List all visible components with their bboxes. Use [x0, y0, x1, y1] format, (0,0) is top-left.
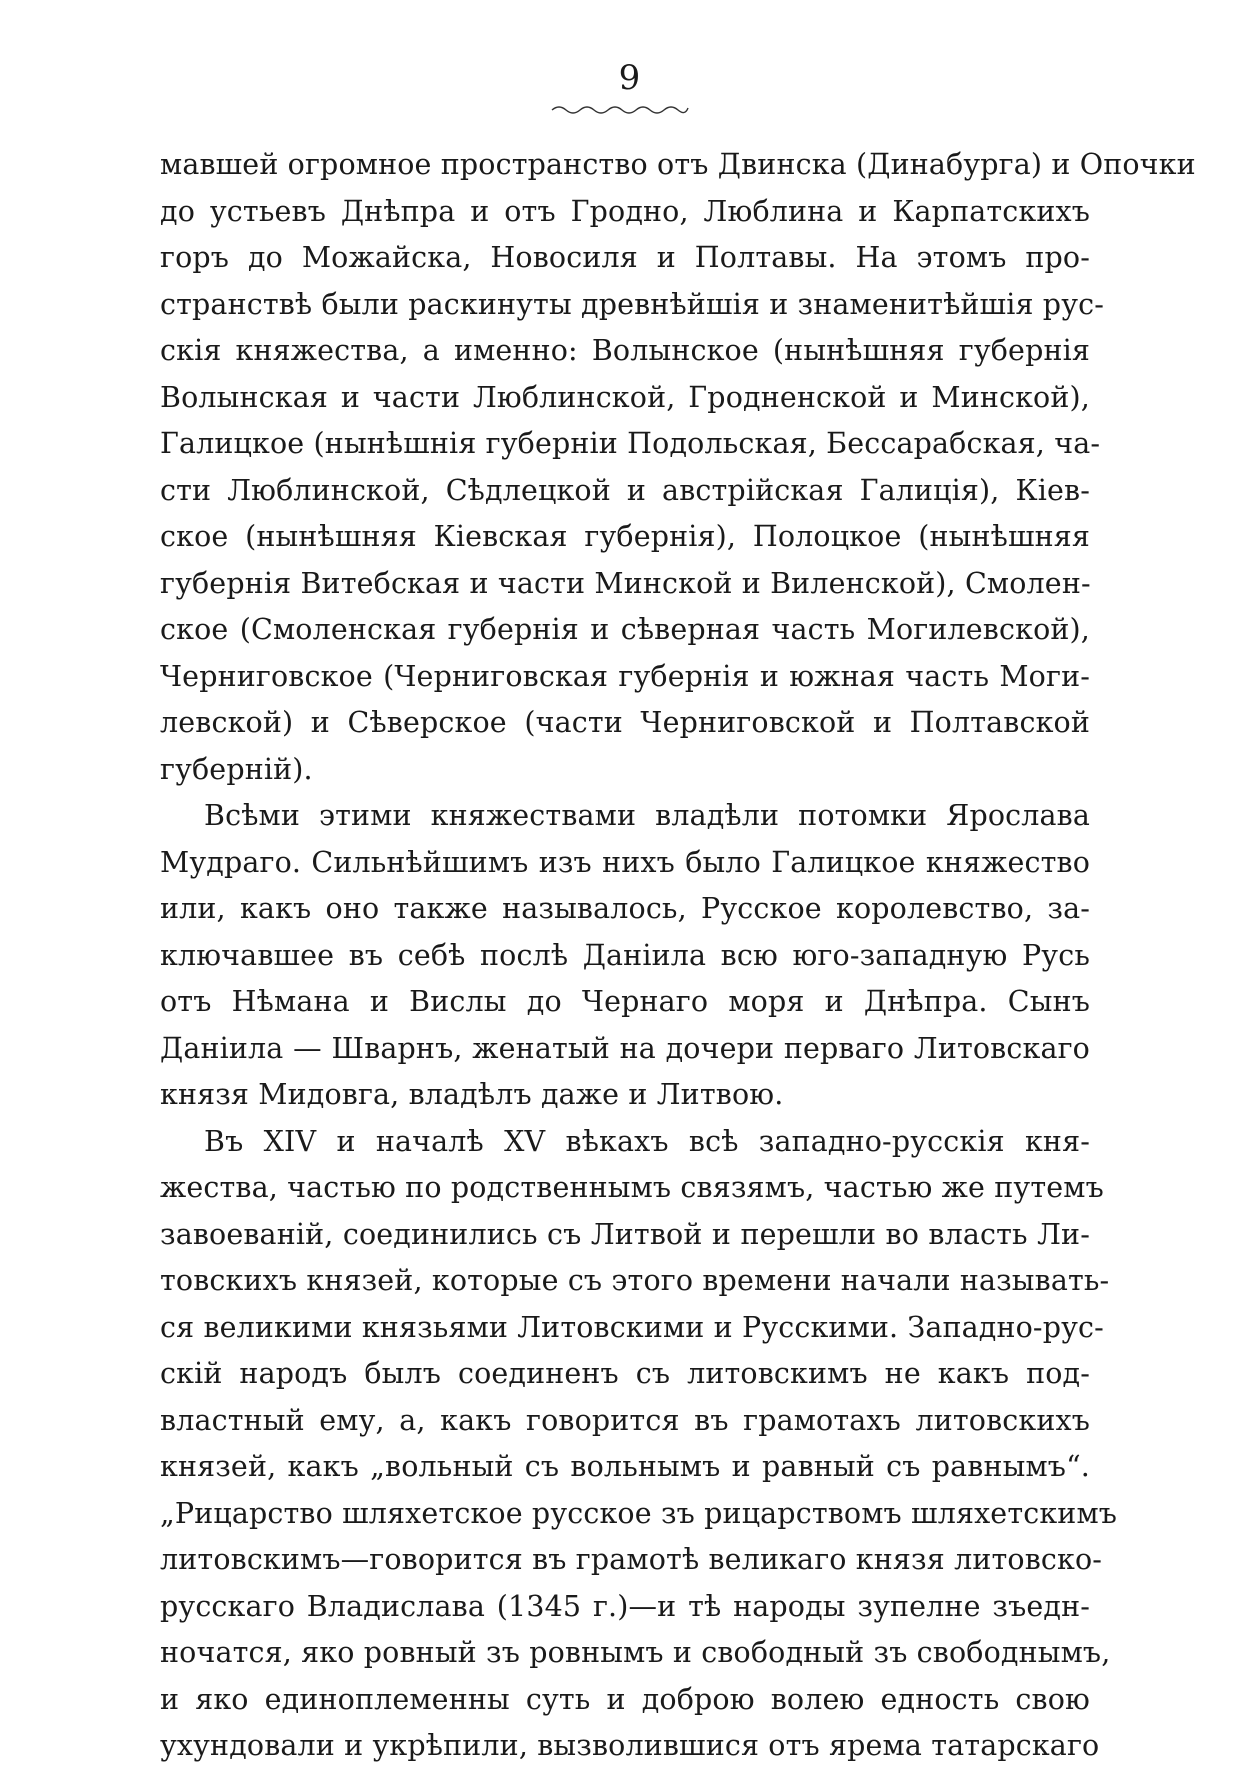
text-line: князя Мидовга, владѣлъ даже и Литвою.	[160, 1078, 784, 1111]
text-line: Галицкое (нынѣшнія губерніи Подольская, Бессарабская, ча-	[160, 427, 1101, 460]
text-line: „Рицарство шляхетское русское зъ рицарствомъ шляхетскимъ	[160, 1496, 1118, 1530]
text-line: Даніила — Шварнъ, женатый на дочери перваго Литовскаго	[160, 1031, 1090, 1065]
text-line: ся великими князьями Литовскими и Русскими. Западно-рус-	[160, 1310, 1104, 1344]
text-line: князей, какъ „вольный съ вольнымъ и равный съ равнымъ“.	[160, 1450, 1090, 1483]
text-line: странствѣ были раскинуты древнѣйшія и знаменитѣйшія рус-	[160, 287, 1105, 321]
text-line: Черниговское (Черниговская губернія и южная часть Моги-	[160, 659, 1090, 693]
text-line: скія княжества, а именно: Волынское (нынѣшняя губернія	[160, 334, 1090, 367]
text-line: до устьевъ Днѣпра и отъ Гродно, Люблина и Карпатскихъ	[160, 194, 1090, 228]
text-line: губерній).	[160, 752, 313, 786]
page-number: 9	[618, 58, 641, 98]
text-line: ское (Смоленская губернія и сѣверная часть Могилевской),	[160, 613, 1090, 646]
text-line: жества, частью по родственнымъ связямъ, частью же путемъ	[160, 1171, 1104, 1204]
text-line: мавшей огромное пространство отъ Двинска (Динабурга) и Опочки	[160, 148, 1196, 181]
text-line: горъ до Можайска, Новосиля и Полтавы. На этомъ про-	[160, 241, 1090, 274]
text-line: и яко единоплеменны суть и доброю волею едность свою	[160, 1682, 1090, 1716]
text-line: ключавшее въ себѣ послѣ Даніила всю юго-западную Русь	[160, 938, 1090, 972]
text-line: Мудраго. Сильнѣйшимъ изъ нихъ было Галицкое княжество	[160, 845, 1090, 879]
text-line: товскихъ князей, которые съ этого времени начали называть-	[160, 1264, 1110, 1297]
text-line: или, какъ оно также называлось, Русское королевство, за-	[160, 892, 1090, 925]
text-line: Волынская и части Люблинской, Гродненской и Минской),	[160, 380, 1090, 414]
text-line: властный ему, а, какъ говорится въ грамотахъ литовскихъ	[160, 1403, 1090, 1437]
text-line: скій народъ былъ соединенъ съ литовскимъ не какъ под-	[160, 1357, 1090, 1390]
text-line: русскаго Владислава (1345 г.)—и тѣ народы зупелне зъедн-	[160, 1589, 1090, 1623]
text-line: завоеваній, соединились съ Литвой и перешли во власть Ли-	[160, 1217, 1090, 1251]
paragraph	[160, 142, 1196, 793]
text-line: отъ Нѣмана и Вислы до Чернаго моря и Днѣпра. Сынъ	[160, 985, 1090, 1018]
paragraph	[160, 793, 1090, 1119]
text-line: ское (нынѣшняя Кiевская губернія), Полоцкое (нынѣшняя	[160, 520, 1090, 553]
text-line: литовскимъ—говорится въ грамотѣ великаго князя литовско-	[160, 1543, 1103, 1576]
text-line: Всѣми этими княжествами владѣли потомки Ярослава	[204, 799, 1090, 832]
paragraph	[160, 1119, 1118, 1770]
text-line: ночатся, яко ровный зъ ровнымъ и свободный зъ свободнымъ,	[160, 1636, 1111, 1669]
wavy-rule-ornament	[550, 102, 690, 114]
text-line: ухундовали и укрѣпили, вызволившися отъ ярема татарскаго	[160, 1729, 1100, 1762]
body-text	[160, 142, 1196, 1770]
text-line: губернія Витебская и части Минской и Виленской), Смолен-	[160, 566, 1091, 600]
text-line: сти Люблинской, Сѣдлецкой и австрійская Галиція), Кiев-	[160, 473, 1090, 507]
text-line: левской) и Сѣверское (части Черниговской и Полтавской	[160, 706, 1090, 739]
text-line: Въ XIV и началѣ XV вѣкахъ всѣ западно-русскія кня-	[204, 1124, 1090, 1158]
